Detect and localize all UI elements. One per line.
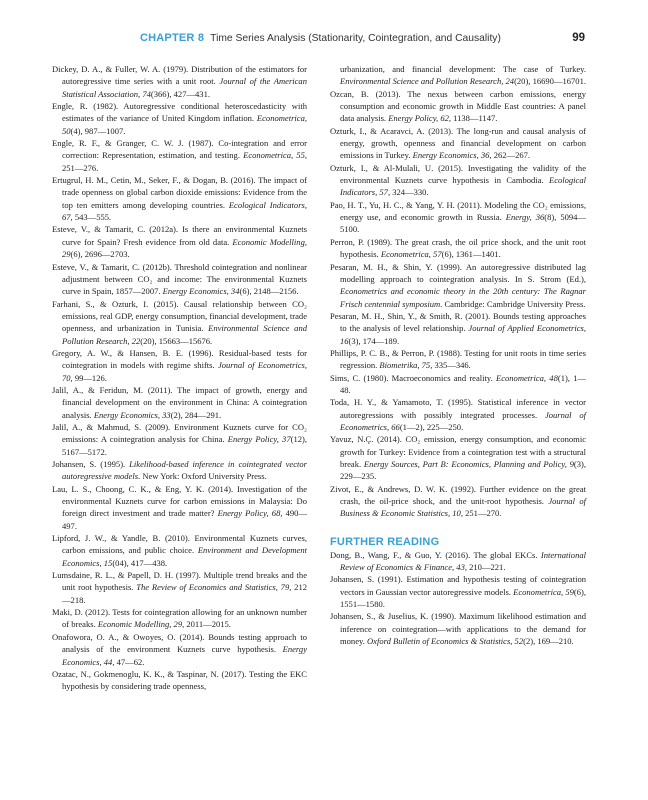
reference-source: Econometrica, 48 bbox=[495, 372, 558, 383]
reference-text: Phillips, P. C. B., & Perron, P. (1988). Testing for unit roots in time series regression. bbox=[330, 347, 586, 371]
reference-pages: (6), 1361—1401. bbox=[441, 249, 501, 260]
reference-entry bbox=[52, 384, 307, 421]
reference-entry bbox=[52, 569, 307, 606]
reference-text: Dickey, D. A., & Fuller, W. A. (1979). Distribution of the estimators for autoregressive time series with a unit root. bbox=[52, 64, 307, 87]
reference-pages: (6), 1551—1580. bbox=[340, 586, 586, 610]
reference-source: Journal of Business & Economic Statistics, 10 bbox=[340, 496, 587, 519]
reference-source: Environment and Development Economics, 15 bbox=[62, 545, 307, 568]
reference-source: Ecological Indicators, 67 bbox=[62, 199, 307, 223]
reference-source: Economic Modelling, 29 bbox=[97, 619, 183, 630]
reference-source: Energy Economics, 33 bbox=[93, 409, 171, 420]
reference-text: Dong, B., Wang, F., & Guo, Y. (2016). The global EKCs. bbox=[330, 549, 541, 560]
reference-text: Yavuz, N.Ç. (2014). CO₂ emission, energy consumption, and economic growth for Turkey: Evidence from a cointegration test with a structural break. bbox=[330, 434, 586, 469]
reference-entry bbox=[330, 261, 586, 310]
reference-source: Energy Policy, 37 bbox=[227, 434, 291, 445]
reference-entry bbox=[330, 199, 586, 236]
reference-text: Lumsdaine, R. L., & Papell, D. H. (1997). Multiple trend breaks and the unit root hypothesis. bbox=[52, 570, 307, 593]
reference-text: Pesaran, M. H., & Shin, Y. (1999). An autoregressive distributed lag modelling approach to cointegration analysis. In S. Strom (Ed.), bbox=[330, 261, 586, 284]
reference-entry bbox=[52, 483, 307, 532]
reference-text: Engle, R. (1982). Autoregressive conditional heteroscedasticity with estimates of the variance of United Kingdom inflation. bbox=[52, 101, 307, 124]
reference-entry bbox=[52, 261, 307, 298]
reference-source: Energy Policy, 62 bbox=[388, 113, 449, 124]
reference-entry bbox=[52, 298, 307, 347]
reference-pages: (2), 284—291. bbox=[170, 409, 222, 420]
reference-entry bbox=[330, 396, 586, 433]
reference-text: Johansen, S. (1995). bbox=[52, 459, 130, 469]
reference-pages: (1—2), 225—250. bbox=[399, 421, 464, 432]
reference-text: Zivot, E., & Andrews, D. W. K. (1992). Further evidence on the great crash, the oil-price shock, and the unit-root hypothesis. bbox=[330, 483, 586, 507]
reference-text: Johansen, S., & Juselius, K. (1990). Maximum likelihood estimation and inference on cointegration—with applications to the demand for money. bbox=[330, 611, 586, 647]
reference-source: Energy Policy, 68 bbox=[217, 508, 281, 519]
reference-text: Toda, H. Y., & Yamamoto, T. (1995). Statistical inference in vector autoregressions with possibly integrated processes. bbox=[330, 397, 586, 420]
reference-text: Pao, H. T., Yu, H. C., & Yang, Y. H. (2011). Modeling the CO₂ emissions, energy use, and economic growth in Russia. bbox=[330, 199, 586, 223]
reference-source: Energy Economics, 36 bbox=[412, 150, 490, 161]
reference-entry bbox=[330, 347, 586, 372]
reference-column-right bbox=[330, 63, 586, 647]
reference-pages: (3), 229—235. bbox=[340, 459, 586, 482]
reference-source: Likelihood-based inference in cointegrated vector autoregressive models bbox=[62, 459, 307, 482]
reference-source: Econometrica, 50 bbox=[62, 113, 307, 136]
reference-pages: , 490—497. bbox=[62, 508, 308, 531]
reference-text: Perron, P. (1989). The great crash, the oil price shock, and the unit root hypothesis. bbox=[330, 236, 586, 260]
reference-pages: , 2011—2015. bbox=[182, 619, 231, 630]
reference-entry bbox=[52, 668, 307, 693]
reference-text: Esteve, V., & Tamarit, C. (2012b). Threshold cointegration and nonlinear adjustment between CO₂ and income: The environmental Kuznets curve in Spain, 1857—2007. bbox=[52, 261, 307, 297]
reference-text: Pesaran, M. H., Shin, Y., & Smith, R. (2001). Bounds testing approaches to the analysis of level relationship. bbox=[330, 310, 586, 334]
reference-pages: (8), 5094—5100. bbox=[340, 212, 586, 235]
reference-column-left bbox=[52, 63, 307, 693]
reference-text: Johansen, S. (1991). Estimation and hypothesis testing of cointegration vectors in Gaussian vector autoregressive models. bbox=[330, 574, 586, 597]
reference-source: Energy Economics, 34 bbox=[162, 286, 240, 297]
reference-pages: , 212—218. bbox=[62, 582, 307, 605]
reference-source: Econometrica, 55 bbox=[243, 150, 305, 161]
reference-pages: , 251—270. bbox=[460, 508, 502, 519]
reference-entry bbox=[330, 236, 586, 261]
reference-pages: (3), 174—189. bbox=[348, 335, 400, 346]
reference-source: Econometrics and economic theory in the 20th century: The Ragnar Frisch centennial symposium bbox=[340, 286, 586, 309]
reference-pages: (4), 987—1007. bbox=[70, 125, 126, 136]
running-head bbox=[140, 32, 585, 44]
reference-entry bbox=[330, 88, 586, 125]
reference-pages: , 251—276. bbox=[62, 150, 307, 173]
reference-source: The Review of Economics and Statistics, 79 bbox=[136, 582, 290, 593]
reference-source: Economic Modelling, 29 bbox=[62, 236, 307, 260]
reference-pages: (6), 2696—2703. bbox=[70, 249, 130, 260]
reference-entry bbox=[330, 63, 586, 88]
reference-entry bbox=[52, 458, 307, 483]
reference-entry bbox=[52, 421, 307, 458]
reference-entry bbox=[330, 372, 586, 397]
reference-text: Lau, L. S., Choong, C. K., & Eng, Y. K. (2014). Investigation of the environmental Kuznets curve for carbon emissions in Malaysia: Do foreign direct investment and trade matter? bbox=[52, 483, 307, 519]
reference-text: Engle, R. F., & Granger, C. W. J. (1987). Co-integration and error correction: Representation, estimation, and testing. bbox=[52, 138, 307, 161]
reference-pages: , 335—346. bbox=[430, 360, 471, 371]
reference-text: Ozcan, B. (2013). The nexus between carbon emissions, energy consumption and economic growth in Middle East countries: A panel data analysis. bbox=[330, 88, 586, 124]
reference-entry bbox=[330, 549, 586, 574]
reference-entry bbox=[52, 347, 307, 384]
reference-source: Econometrica, 57 bbox=[380, 249, 442, 260]
reference-pages: (6), 2148—2156. bbox=[239, 286, 299, 297]
reference-source: Energy Sources, Part B: Economics, Planning and Policy, 9 bbox=[363, 459, 574, 469]
reference-pages: (20), 16690—16701. bbox=[514, 76, 586, 87]
reference-text: Sims, C. (1980). Macroeconomics and reality. bbox=[330, 372, 496, 383]
reference-text: Gregory, A. W., & Hansen, B. E. (1996). Residual-based tests for cointegration in models with regime shifts. bbox=[52, 347, 307, 371]
reference-text: Farhani, S., & Ozturk, I. (2015). Causal relationship between CO₂ emissions, real GDP, energy consumption, financial development, trade openness, and urbanization in Tunisia. bbox=[52, 298, 307, 334]
reference-pages: . New York: Oxford University Press. bbox=[138, 471, 267, 482]
reference-text: Esteve, V., & Tamarit, C. (2012a). Is there an environmental Kuznets curve for Spain? Fresh evidence from old data. bbox=[52, 224, 307, 247]
reference-text: Jalil, A., & Feridun, M. (2011). The impact of growth, energy and financial development on the environment in China: A cointegration analysis. bbox=[52, 384, 307, 420]
reference-source: Journal of Applied Econometrics, 16 bbox=[340, 323, 586, 346]
reference-source: Energy Economics, 44 bbox=[62, 644, 307, 667]
reference-entry bbox=[330, 310, 586, 347]
reference-text: Jalil, A., & Mahmud, S. (2009). Environment Kuznets curve for CO₂ emissions: A cointegration analysis for China. bbox=[52, 421, 307, 445]
reference-pages: (20), 15663—15676. bbox=[140, 335, 213, 346]
reference-source: Energy, 36 bbox=[505, 212, 545, 223]
reference-pages: , 210—221. bbox=[464, 562, 506, 573]
reference-entry bbox=[52, 223, 307, 260]
reference-source: Biometrika, 75 bbox=[379, 360, 431, 371]
reference-source: Environmental Science and Pollution Research, 24 bbox=[340, 76, 515, 87]
reference-pages: . Cambridge: Cambridge University Press. bbox=[440, 298, 586, 309]
reference-pages: (12), 5167—5172. bbox=[62, 434, 307, 457]
reference-source: Environmental Science and Pollution Research, 22 bbox=[62, 323, 307, 346]
reference-entry bbox=[52, 137, 307, 174]
reference-pages: , 1138—1147. bbox=[448, 113, 498, 124]
reference-pages: , 324—330. bbox=[387, 187, 429, 198]
reference-text: urbanization, and financial development: The case of Turkey. bbox=[340, 64, 586, 74]
reference-entry bbox=[330, 125, 586, 162]
reference-entry bbox=[330, 433, 586, 482]
reference-pages: (1), 1—48. bbox=[340, 372, 586, 395]
chapter-label: CHAPTER 8 bbox=[140, 32, 205, 44]
page-number: 99 bbox=[572, 32, 585, 44]
reference-source: Journal of Econometrics, 66 bbox=[340, 409, 586, 432]
reference-text: Ozturk, I., & Acaravci, A. (2013). The long-run and causal analysis of energy, growth, openness and financial development on carbon emissions in Turkey. bbox=[330, 125, 586, 161]
reference-text: Ozatac, N., Gokmenoglu, K. K., & Taspinar, N. (2017). Testing the EKC hypothesis by considering trade openness, bbox=[52, 668, 307, 692]
reference-entry bbox=[52, 100, 307, 137]
reference-source: Journal of Econometrics, 70 bbox=[62, 360, 307, 383]
reference-pages: (366), 427—431. bbox=[150, 88, 210, 99]
reference-pages: , 262—267. bbox=[489, 150, 531, 161]
reference-entry bbox=[52, 606, 307, 631]
reference-entry bbox=[330, 162, 586, 199]
reference-entry bbox=[330, 573, 586, 610]
reference-text: Maki, D. (2012). Tests for cointegration allowing for an unknown number of breaks. bbox=[52, 607, 307, 630]
reference-source: Ecological Indicators, 57 bbox=[340, 175, 586, 198]
reference-entry bbox=[52, 532, 307, 569]
reference-text: Ozturk, I., & Al-Mulali, U. (2015). Investigating the validity of the environmental Kuznets curve hypothesis in Cambodia. bbox=[330, 162, 586, 186]
reference-list-right bbox=[330, 63, 586, 520]
reference-text: Ertugrul, H. M., Cetin, M., Seker, F., & Dogan, B. (2016). The impact of trade openness on global carbon dioxide emissions: Evidence from the top ten emitters among developing countries. bbox=[52, 175, 307, 210]
reference-text: Onafowora, O. A., & Owoyes, O. (2014). Bounds testing approach to analysis of the environment Kuznets curve hypothesis. bbox=[52, 631, 307, 655]
reference-pages: , 543—555. bbox=[70, 212, 112, 223]
reference-pages: , 99—126. bbox=[70, 372, 107, 383]
reference-pages: , 47—62. bbox=[112, 656, 145, 667]
reference-pages: (04), 417—438. bbox=[112, 557, 168, 568]
further-reading-heading: FURTHER READING bbox=[330, 535, 440, 548]
reference-entry bbox=[330, 483, 586, 520]
reference-text: Lipford, J. W., & Yandle, B. (2010). Environmental Kuznets curves, carbon emissions, and public choice. bbox=[52, 533, 307, 556]
reference-pages: (2), 169—210. bbox=[523, 636, 574, 647]
reference-entry bbox=[52, 174, 307, 223]
chapter-title: Time Series Analysis (Stationarity, Cointegration, and Causality) bbox=[210, 33, 501, 44]
reference-entry bbox=[52, 631, 307, 668]
reference-source: Econometrica, 59 bbox=[513, 586, 574, 597]
reference-source: International Review of Economics & Finance, 43 bbox=[340, 549, 586, 573]
further-reading-list bbox=[330, 549, 586, 648]
running-head-left bbox=[140, 32, 501, 44]
reference-source: Oxford Bulletin of Economics & Statistics, 52 bbox=[366, 636, 524, 647]
reference-source: Journal of the American Statistical Association, 74 bbox=[62, 76, 307, 99]
reference-entry bbox=[330, 610, 586, 647]
reference-entry bbox=[52, 63, 307, 100]
